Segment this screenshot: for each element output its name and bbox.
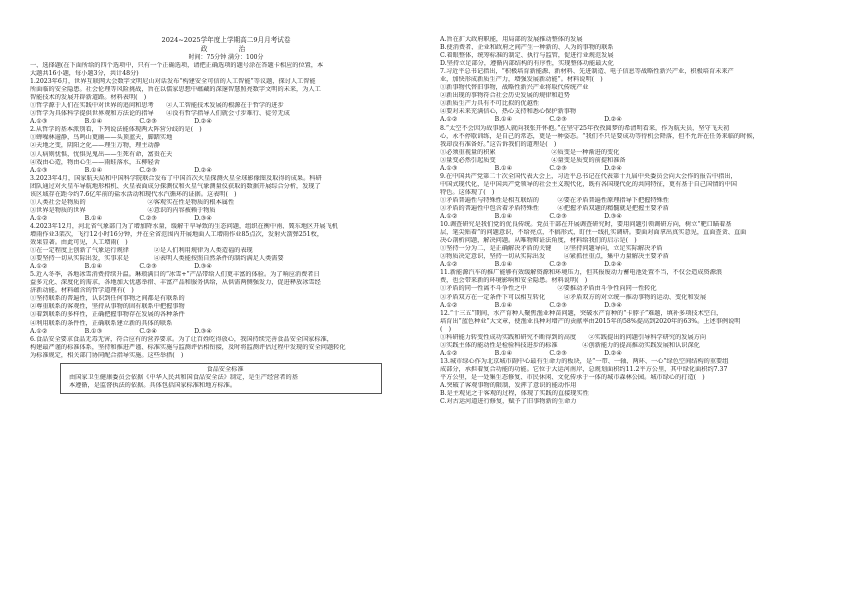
- text-line: ②新出现的事物符合社会历史发展的规律和趋势: [440, 92, 570, 100]
- text-line: A.①③ B.①④ C.②③ D.②④: [30, 118, 212, 126]
- text-line: A.①③ B.①④ C.②③ D.②④: [440, 164, 622, 172]
- text-line: 费，也会带来新的环境影响和安全隐患。材料说明( ): [440, 277, 588, 285]
- text-line: D.坚持立足部分，遵循内部结构的有序性，实现整体功能最大化: [440, 60, 614, 68]
- text-line: A.旨在扩大政府职能，用局部的发展推动整体的发展: [440, 36, 583, 43]
- text-line: ( ): [440, 325, 452, 333]
- text-line: 8.“太空不会因为故事感人就向我张开怀抱。”在坚守25年孜孜圆梦的希清明看来，作为航天员，坚守飞天初: [440, 124, 730, 132]
- text-line: C.着眼整体，统筹标准的制定、执行与监管，促进行业规范发展: [440, 52, 614, 60]
- text-line: A.①② B.①④ C.②③ D.②④: [440, 349, 622, 357]
- text-line: 决心剖析问题，解决问题。从唯物辩证法角度，材料给我们的启示是( ): [440, 237, 637, 245]
- exam-meta: 时间：75分钟 满分：100分: [188, 54, 264, 61]
- text-line: 智能技术的发展开辟新道路。材料表明( ): [30, 94, 147, 102]
- text-line: ③矛盾双方在一定条件下可以相互转化 ④矛盾双方的对立统一推动事物的运动、变化和发展: [440, 293, 707, 301]
- text-line: A.突破了客观事物的限制，发挥了意识的能动作用: [440, 382, 577, 390]
- text-line: ②尊重联系的客观性，坚持从事物的固有联系中把握事物: [30, 303, 185, 311]
- text-line: C.对古运河道进行修复，赋予了旧事物新的生命力: [440, 398, 577, 406]
- text-line: ③人病则忧惧，忧惧见鬼出——生死有命，富贵在天: [30, 150, 173, 158]
- text-line: 特色。这体现了( ): [440, 188, 495, 196]
- text-line: ①人类社会是物质的 ②客观实在性是物质的根本属性: [30, 198, 235, 206]
- text-line: ②天地之变，阴阳之化——理生万物，理主动静: [30, 142, 160, 150]
- text-line: 11.新能源汽车的推广能够有效缓解资源和环境压力，但其报废动力蓄电池处置不当，不仅会造成资源浪: [440, 269, 723, 277]
- text-line: ①必须重视量的积累 ②质变是一种渐进的变化: [440, 148, 620, 156]
- text-line: 5.近入冬季，各地冰雪消费持续升温。琳琅满目的“冰雪+”产品带给人们更丰富的体验。为了响应消费者日: [30, 271, 320, 279]
- left-question-text: [30, 62, 422, 360]
- text-line: ③世界是物质的世界 ④意识的内容被赖于物质: [30, 206, 216, 214]
- text-line: A.①② B.①④ C.②③ D.③④: [30, 214, 212, 222]
- box-line: 本遵循，是监督执法的依据。具体包括国家标准和地方标准。: [69, 381, 237, 389]
- text-line: ①坚持联系的普遍性，认识到任何事物之间都是有联系的: [30, 295, 185, 303]
- text-line: ③量变必然引起质变 ④量变是质变的前提和准备: [440, 156, 626, 164]
- text-line: ④戏由心造，物由心生——雨蛙落水，五柳轻舍: [30, 158, 160, 166]
- text-line: ①坚持一分为二，是正确解决矛盾的关键 ②坚持问题导向，立足实际解决矛盾: [440, 245, 663, 253]
- text-line: 效果显著。由此可见，人工增雨( ): [30, 239, 128, 247]
- text-line: B.是主观见之于客观的过程，体现了实践的直接现实性: [440, 390, 589, 398]
- text-line: 6.食品安全要求食品无毒无害，符合应有的营养要求。为了让百姓吃得放心，我国持续完善食品安全国家标准，: [30, 335, 333, 343]
- text-line: 4.2023年12月，河北省气象部门为了增加降水量，缓解干旱导致的生态问题，组织在衡中南、冀东地区开展飞机: [30, 222, 338, 230]
- text-line: 大题共16小题，每小题3分，共计48分): [30, 70, 139, 78]
- text-line: ③哲学为具体科学提供世界观和方法论的指导 ④没有哲学指导人们就会寸步难行、徒劳无成: [30, 110, 290, 118]
- text-line: ③物质决定意识，坚持一切从实际出发 ④紧抓住重点，集中力量解决主要矛盾: [440, 253, 669, 261]
- text-line: 9.在中国共产党第二十次全国代表大会上，习近平总书记在代表第十九届中央委员会向大会作的报告中指出，: [440, 172, 737, 180]
- text-line: 平方公里，是一处集生态修复、市民休闲、文化传承于一体的城市森林公园。城市绿心的打造( ): [440, 373, 705, 381]
- exam-title: 2024~2025学年度上学期高二9月月考试卷: [161, 36, 291, 44]
- text-line: 1.2023年6月，世界互联网大会数字文明尼山对话发布“构建安全可信的人工智能”等议题，探讨人工智能: [30, 78, 316, 86]
- text-line: A.①② B.①③ C.②④ D.③④: [30, 327, 212, 335]
- text-line: 为标准规定，相关部门协同配合指导实施。这些举措( ): [30, 351, 184, 359]
- text-line: 一、选择题(在下面所给的四个选项中，只有一个正确选项，请把正确选项的题号涂在答题卡相应的位置，本: [30, 62, 324, 69]
- text-line: ④要对未来充满信心，热心支持和悉心保护新事物: [440, 108, 577, 116]
- text-line: 所面临的安全隐患。社会伦理等风险挑战，旨在以儒家思想中蕴藏的深邃智慧照亮数字文明的未来，为人工: [30, 86, 321, 94]
- left-column: [30, 36, 422, 397]
- text-line: A.①② B.①④ C.②③ D.③④: [440, 301, 622, 309]
- text-line: 济新动能。材料蕴含的哲学道理有( ): [30, 287, 134, 295]
- text-line: A.①② B.①④ C.②③ D.③④: [440, 213, 622, 221]
- text-line: 成部分，承担着复合功能的功能。它位于大运河南岸，总规划面积约11.2平方公里，其中绿化面积约7.37: [440, 365, 728, 373]
- text-line: 业，加快形成新质生产力，增强发展新动能”。材料说明( ): [440, 76, 603, 84]
- right-column: [440, 36, 832, 406]
- text-line: ①新事物代替旧事物，战略性新兴产业将取代传统产业: [440, 84, 589, 92]
- box-line: 由国家卫生健康委员会依据《中华人民共和国食品安全法》制定，是生产经营者的基: [69, 373, 298, 381]
- text-line: 心，永不停歇训练，是自己的常态，更是一种姿态。“我们不只是要成功等待机会降落，但不允许在任务来临的时候，: [440, 132, 759, 140]
- text-line: A.①② B.①④ C.②③ D.②④: [440, 261, 622, 269]
- text-line: 我却没有准备好。”这告诉我们的道理是( ): [440, 140, 557, 148]
- text-line: B.使消费者、企业和政府之间产生一种新的、人为的事物的联系: [440, 44, 614, 52]
- text-line: ①哲学源于人们在实践中对世界的追问和思考 ②人工智能技术发展的根源在于哲学的进步: [30, 102, 284, 110]
- text-line: 该区域存在距今约7.6亿年前的盐水活动和现代水汽循环的证据。这表明( ): [30, 190, 237, 198]
- text-line: 2.从哲学的基本派别看，下列说法能体现两大阵营分歧的是( ): [30, 126, 202, 134]
- text-line: 增雨作业3架次，飞行12小时16分钟，并在全省范围内开展地面人工增雨作业85点次，发射火箭弹251枚，: [30, 230, 324, 238]
- text-line: ③新质生产力具有不可比拟的优越性: [440, 100, 539, 108]
- text-line: 培育出“蓝色种业”大文章，使渔业良种对增产的贡献率由2015年的58%提高到2020年的63%。上述事例说明: [440, 317, 741, 325]
- text-line: 13.城市绿心作为北京城市副中心最有生命力的板块，是“一带、一轴、两环、一心”绿色空间结构的重要组: [440, 357, 729, 365]
- right-question-text: [440, 36, 832, 406]
- text-line: 12.“十三五”期间，水产育种人聚焦渔业种苗问题，突破水产育种的“卡脖子”难题，填补多项技术空白，: [440, 309, 723, 317]
- text-line: 团队通过对火星车导航地形相机、火星表面成分探测仪和火星气象测量仪获取的数据开展综合分析，发现了: [30, 182, 321, 190]
- text-line: ①科研能力转变性成功实践和研究不断得到的高度 ②实践提出的问题引导科学研究的发展方向: [440, 333, 707, 341]
- text-line: ③着到联系的多样性，正确把握事物存在发展的各种条件: [30, 311, 185, 319]
- text-line: ①矛盾普遍性与特殊性是相互联结的 ②要在矛盾普遍性原理指导下把握特殊性: [440, 196, 669, 204]
- text-line: 中国式现代化，是中国共产党领导的社会主义现代化，既有各国现代化的共同特征，更有基于自己国情的中国: [440, 180, 737, 188]
- text-line: ①在一定程度上创新了气象运行规律 ②是人们利用规律为人类造福的表现: [30, 247, 253, 255]
- text-line: A.①② B.①④ C.②③ D.②④: [440, 116, 622, 124]
- text-line: 益多元化、深度化的需求，各地加大优惠举措、丰富产品和服务供给，从供需两侧强发力，促进释放冰雪经: [30, 279, 321, 287]
- text-line: 7.习近平总书记指出，“积极培育新能源、新材料、先进制造、电子信息等战略性新兴产业，积极培育未来产: [440, 68, 734, 76]
- exam-subject: 政 治: [200, 45, 252, 53]
- text-line: 层，笔尖贴着”的问题意识，不给亮点，不搞形式，盯住一线扎实调研。要面对面拿出真实意见，直面查贪、直面: [440, 229, 747, 237]
- text-line: 10.调查研究是我们党的优良传统。党员干部在开展调查研究时，要用问题引领调研方向，树立“靶口瞄着基: [440, 221, 732, 229]
- text-line: ④利用联系的条件性，正确联系建立新的具体的联系: [30, 319, 173, 327]
- text-line: A.①③ B.①④ C.②③ D.②④: [30, 166, 212, 174]
- text-line: ①蝉噪林逾静，鸟鸣山更幽——头顶蓝天，脚踏实地: [30, 134, 173, 142]
- text-line: 3.2023年4月，国家航天局和中国科学院联合发布了中国首次火星探测火星全球影像图及取得的成果。科研: [30, 174, 322, 182]
- text-line: ①矛盾的同一性离不斗争性之中 ②要推动矛盾由斗争性向同一性转化: [440, 285, 657, 293]
- text-line: ③要坚持一切从实际出发，实事求是 ④表明人类能按照自然条件的制约满足人类需要: [30, 255, 284, 263]
- food-safety-standard-box: [60, 363, 382, 394]
- text-line: 构建最严谨的标准体系，坚持和推进严谨、标准实施与监测评估相衔接，及时将监测评估过程中发现的安全问题转化: [30, 343, 346, 351]
- text-line: ③矛盾的普遍性中包含着矛盾特殊性 ④把握矛盾双题的精髓就是把握主要矛盾: [440, 204, 669, 212]
- box-heading: 食品安全标准: [206, 365, 244, 373]
- text-line: A.①② B.①④ C.②③ D.③④: [30, 263, 212, 271]
- text-line: ③实践主体的能动性是检验科技进步的标准 ④创新能力的提高推动实践发展和认识深化: [440, 341, 700, 349]
